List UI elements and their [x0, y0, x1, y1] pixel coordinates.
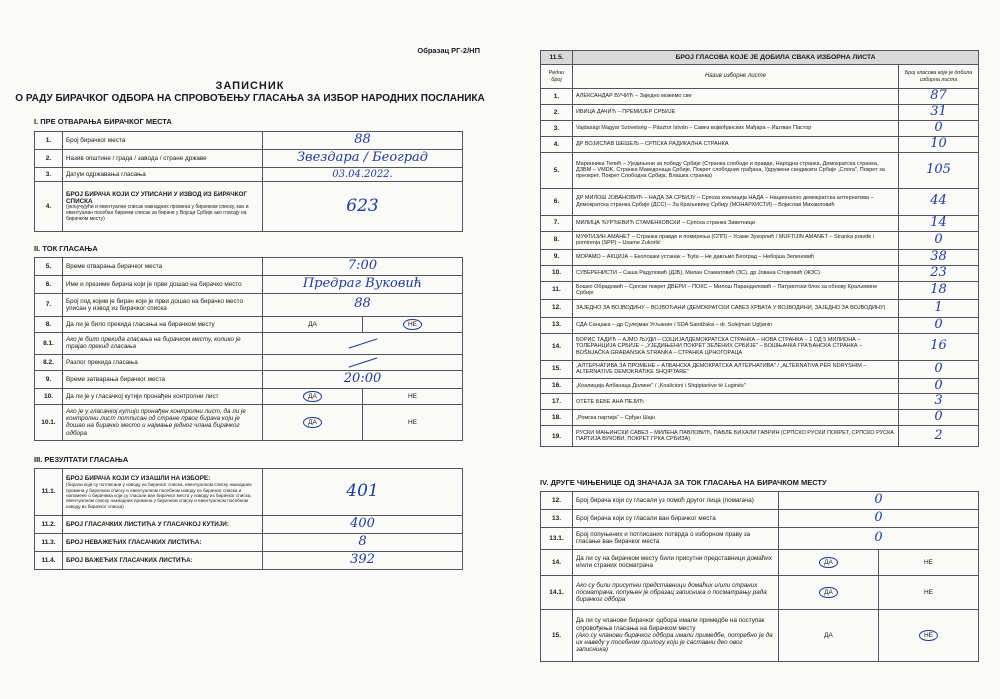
- vote-list-name: МОРАМО – АКЦИЈА – Еколошки устанак – Ђуta – Не дављмо Београд – Небојша Зеленовић: [573, 249, 899, 265]
- votes-title: БРОЈ ГЛАСОВА КОЈЕ ЈЕ ДОБИЛА СВАКА ИЗБОРНА ЛИСТА: [573, 51, 979, 65]
- vote-list-number: 10.: [541, 265, 573, 281]
- vote-list-count: 3: [899, 394, 979, 410]
- vote-list-count: 38: [899, 249, 979, 265]
- vote-list-number: 7.: [541, 215, 573, 231]
- votes-table: [540, 50, 979, 447]
- answer-yes-circled: ДА: [819, 557, 838, 568]
- table-row: 11.3. БРОЈ НЕВАЖЕЋИХ ГЛАСАЧКИХ ЛИСТИЋА: 8: [35, 533, 463, 551]
- closing-time: 20:00: [263, 370, 463, 388]
- vote-list-count: 31: [899, 104, 979, 120]
- vote-list-row: [541, 231, 979, 249]
- answer-yes-circled: ДА: [819, 587, 838, 598]
- vote-list-count: 2: [899, 426, 979, 447]
- vote-list-number: 11.: [541, 281, 573, 299]
- vote-list-number: 3.: [541, 120, 573, 136]
- vote-list-count: 1: [899, 299, 979, 317]
- table-row: 15. Да ли су чланови бирачког одбора имали примедбе на поступак спровођења гласања на бирачком месту (Ако су чланови бирачког одбора имали примедбе, потребно је да их наведу у посебном прилогу који је саставни део овог записника) ДА НЕ: [541, 609, 979, 661]
- vote-list-count: 0: [899, 317, 979, 333]
- table-row: 10. Да ли је у гласачкој кутији пронађен контролни лист ДА НЕ: [35, 388, 463, 404]
- vote-list-number: 5.: [541, 152, 573, 188]
- vote-list-count: 0: [899, 360, 979, 378]
- outside-voters: 0: [779, 509, 979, 527]
- table-row: 12. Број бирача који су гласали уз помоћ другог лица (помагача) 0: [541, 492, 979, 510]
- vote-list-number: 6.: [541, 188, 573, 215]
- vote-list-name: Vajdasági Magyar Szövetség – Pásztor István – Савез војвођанских Мађара – Иштван Пастор: [573, 120, 899, 136]
- table-row: 8. Да ли је било прекида гласања на бирачком месту ДА НЕ: [35, 316, 463, 332]
- vote-list-count: 0: [899, 410, 979, 426]
- table-row: 10.1. Ако је у гласачкој кутији пронађен контролни лист, да ли је контролни лист потписан од стране првог бирача који је дошао на бирачко место и најмање једног члана бирачког одбора ДА НЕ: [35, 404, 463, 440]
- strike-line: [348, 338, 377, 348]
- answer-yes-circled: ДА: [303, 417, 322, 428]
- answer-no-circled: НЕ: [403, 319, 422, 330]
- table-row: 2. Назив општине / града / завода / стране државе Звездара / Београд: [35, 149, 463, 167]
- vote-list-count: 18: [899, 281, 979, 299]
- assisted-voters: 0: [779, 492, 979, 510]
- valid-ballots: 392: [263, 551, 463, 569]
- vote-list-row: [541, 89, 979, 105]
- vote-list-row: [541, 378, 979, 394]
- right-page: [500, 0, 1000, 699]
- table-row: 1. Број бирачког места 88: [35, 132, 463, 150]
- vote-list-row: [541, 281, 979, 299]
- vote-list-name: ИВИЦА ДАЧИЋ – ПРЕМИЈЕР СРБИЈЕ: [573, 104, 899, 120]
- opening-time: 7:00: [263, 258, 463, 276]
- section-4-table: [540, 491, 979, 662]
- vote-list-row: [541, 152, 979, 188]
- vote-list-number: 16.: [541, 378, 573, 394]
- vote-list-row: [541, 410, 979, 426]
- table-row: 5. Време отварања бирачког места 7:00: [35, 258, 463, 276]
- votes-column-headers: Редни број Назив изборне листе Број гласова које је добила изборна листа: [541, 65, 979, 89]
- first-voter-number: 88: [263, 293, 463, 316]
- table-row: 14.1. Ако су били присутни представници домаћих и/или страних посматрача, попуњен је образац записника о посматрању рада бирачког одбора ДА НЕ: [541, 575, 979, 609]
- vote-list-name: АЛЕКСАНДАР ВУЧИЋ – Заједно можемо све: [573, 89, 899, 105]
- vote-list-name: „АЛТЕРНАТИВА ЗА ПРОМЕНЕ – АЛБАНСКА ДЕМОКРАТСКА АЛТЕРНАТИВА" / „ALTERNATIVA PËR NDRYSHIM – ALTERNATIVE DEMOKRATIKE SHQIPTARE": [573, 360, 899, 378]
- section-3-table: [34, 468, 463, 570]
- strike-line: [348, 357, 377, 367]
- table-row: 8.2. Разлог прекида гласања: [35, 354, 463, 370]
- vote-list-name: „Коалиција Албанаца Долине" / „Koalicioni i Shqiptarëve të Luginës": [573, 378, 899, 394]
- table-row: 4. БРОЈ БИРАЧА КОЈИ СУ УПИСАНИ У ИЗВОД ИЗ БИРАЧКОГ СПИСКА (укључујући и евентуални списак накнадних промена у бирачком списку, као и евентуалан посебан бирачки списак за бираче у Војсци Србије ако гласају на бирачком месту) 623: [35, 182, 463, 232]
- outside-confirmations: 0: [779, 527, 979, 549]
- polling-station-number: 88: [263, 132, 463, 150]
- vote-list-row: [541, 426, 979, 447]
- vote-list-row: [541, 136, 979, 152]
- ballots-in-box: 400: [263, 516, 463, 534]
- invalid-ballots: 8: [263, 533, 463, 551]
- vote-list-name: „Ромска партија" – Срђан Шајн: [573, 410, 899, 426]
- vote-list-count: 0: [899, 120, 979, 136]
- vote-list-name: СДА Санџака – др Сулејман Угљанин / SDA Sandžaka – dr. Sulejman Ugljanin: [573, 317, 899, 333]
- vote-list-row: [541, 394, 979, 410]
- section-2-title: II. ТОК ГЛАСАЊА: [34, 244, 98, 253]
- election-date: 03.04.2022.: [263, 167, 463, 182]
- table-row: 14. Да ли су на бирачком месту били присутни представници домаћих и/или страних посматрача ДА НЕ: [541, 549, 979, 575]
- answer-no-circled: НЕ: [919, 630, 938, 641]
- table-row: 13.1. Број попуњених и потписаних потврда о изборном праву за гласање ван бирачког места 0: [541, 527, 979, 549]
- vote-list-row: [541, 188, 979, 215]
- vote-list-number: 18.: [541, 410, 573, 426]
- vote-list-name: СУВЕРЕНИСТИ – Саша Радуловић (ДЈБ), Милан Стаматовић (ЗС), др Јована Стојковић (ЖЗС): [573, 265, 899, 281]
- table-row: 11.4. БРОЈ ВАЖЕЋИХ ГЛАСАЧКИХ ЛИСТИЋА: 392: [35, 551, 463, 569]
- municipality-value: Звездара / Београд: [263, 149, 463, 167]
- vote-list-number: 12.: [541, 299, 573, 317]
- document-title: ЗАПИСНИК: [215, 80, 285, 92]
- vote-list-number: 14.: [541, 333, 573, 360]
- answer-yes-circled: ДА: [303, 391, 322, 402]
- vote-list-name: ОТЕТЕ БЕБЕ АНА ПЕЈИЋ: [573, 394, 899, 410]
- voters-turned-out: 401: [263, 469, 463, 516]
- vote-list-name: ДР МИЛОШ ЈОВАНОВИЋ – НАДА ЗА СРБИЈУ – Српска коалиција НАДА – Национално демократска алтернатива – Демократска странка Србије (ДСС) – За Краљевину Србију (МОНАРХИСТИ) – Војислав Михаиловић: [573, 188, 899, 215]
- vote-list-name: Маринника Тепић – Уједињени за победу Србије (Странка слободе и правде, Народна странка, Демократска странка, ДЗВМ – VMDK, Странка Македонаца Србије, Покрет слободних грађана, Удружени синдикати Србије „Слога", Покрет за преокрет, Покрет Слободна Србија, Влашка странка): [573, 152, 899, 188]
- form-code: Образац РГ-2/НП: [417, 46, 480, 55]
- vote-list-row: [541, 215, 979, 231]
- vote-list-row: [541, 299, 979, 317]
- vote-list-count: 14: [899, 215, 979, 231]
- vote-list-number: 19.: [541, 426, 573, 447]
- vote-list-count: 0: [899, 378, 979, 394]
- section-4-title: IV. ДРУГЕ ЧИЊЕНИЦЕ ОД ЗНАЧАЈА ЗА ТОК ГЛАСАЊА НА БИРАЧКОМ МЕСТУ: [540, 478, 827, 487]
- table-row: 9. Време затварања бирачког места 20:00: [35, 370, 463, 388]
- vote-list-row: [541, 104, 979, 120]
- vote-list-name: ЗАЈЕДНО ЗА ВОЈВОДИНУ – ВОЈВОЂАНИ (ДЕМОКРАТСКИ САВЕЗ ХРВАТА У ВОЈВОДИНИ, ЗАЈЕДНО ЗА ВОЈВОДИНУ): [573, 299, 899, 317]
- vote-list-count: 44: [899, 188, 979, 215]
- table-row: 6. Име и презиме бирача који је први дошао на бирачко место Предраг Вуковић: [35, 275, 463, 293]
- table-row: 11.1. БРОЈ БИРАЧА КОЈИ СУ ИЗАШЛИ НА ИЗБОРЕ: (бирачи који су потписани у изводу из бирачког списка, евентуалном списку накнадних промена у бирачком списку и евентуалном посебном изводу из бирачког списка и напомене о бирачима који су гласали ван бирачког места у изводу из бирачког списка, евентуалном списку накнадних промена у бирачком списку и евентуалном посебном изводу из бирачког списка) 401: [35, 469, 463, 516]
- table-row: 8.1. Ако је било прекида гласања на бирачком месту, колико је трајао прекид гласања: [35, 332, 463, 354]
- registered-voters: 623: [263, 182, 463, 232]
- vote-list-row: [541, 360, 979, 378]
- votes-header-row: 11.5. БРОЈ ГЛАСОВА КОЈЕ ЈЕ ДОБИЛА СВАКА ИЗБОРНА ЛИСТА: [541, 51, 979, 65]
- vote-list-row: [541, 333, 979, 360]
- vote-list-count: 10: [899, 136, 979, 152]
- votes-body: [541, 89, 979, 447]
- table-row: 13. Број бирача који су гласали ван бирачког места 0: [541, 509, 979, 527]
- vote-list-count: 105: [899, 152, 979, 188]
- section-3-title: III. РЕЗУЛТАТИ ГЛАСАЊА: [34, 455, 129, 464]
- vote-list-number: 8.: [541, 231, 573, 249]
- section-1-table: [34, 131, 463, 232]
- vote-list-row: [541, 265, 979, 281]
- vote-list-number: 9.: [541, 249, 573, 265]
- vote-list-name: МУФТИЈИН АМАНЕТ – Странка правде и помирења (СПП) – Усаме Зукорлић / MUFTIJIN AMANET – Stranka pravde i pomirenja (SPP) – Usame Zukorlić: [573, 231, 899, 249]
- vote-list-name: БОРИС ТАДИЋ – АЈМО ЉУДИ – СОЦИЈАЛДЕМОКРАТСКА СТРАНКА – НОВА СТРАНКА – 1 ОД 5 МИЛИОНА – ТОЛЕРАНЦИЈА СРБИЈЕ – „УЈЕДИЊЕНИ ПОКРЕТ ЗЕЛЕНИХ СРБИЈЕ" – БОШЊАЧКА ГРАЂАНСКА СТРАНКА – BOŠNJAČKA GRAĐANSKA STRANKA – СТРАНКА ЦРНОГОРАЦА: [573, 333, 899, 360]
- table-row: 3. Датум одржавања гласања 03.04.2022.: [35, 167, 463, 182]
- vote-list-name: МИЛИЦА ЂУРЂЕВИЋ СТАМЕНКОВСКИ – Српска странка Заветници: [573, 215, 899, 231]
- table-row: 11.2. БРОЈ ГЛАСАЧКИХ ЛИСТИЋА У ГЛАСАЧКОЈ КУТИЈИ: 400: [35, 516, 463, 534]
- vote-list-row: [541, 317, 979, 333]
- first-voter-name: Предраг Вуковић: [263, 275, 463, 293]
- vote-list-count: 16: [899, 333, 979, 360]
- vote-list-count: 87: [899, 89, 979, 105]
- vote-list-number: 4.: [541, 136, 573, 152]
- vote-list-number: 2.: [541, 104, 573, 120]
- section-2-table: [34, 257, 463, 441]
- vote-list-row: [541, 249, 979, 265]
- vote-list-number: 15.: [541, 360, 573, 378]
- document-subtitle: О РАДУ БИРАЧКОГ ОДБОРА НА СПРОВОЂЕЊУ ГЛАСАЊА ЗА ИЗБОР НАРОДНИХ ПОСЛАНИКА: [15, 93, 485, 104]
- vote-list-number: 13.: [541, 317, 573, 333]
- vote-list-row: [541, 120, 979, 136]
- vote-list-number: 1.: [541, 89, 573, 105]
- table-row: 7. Број под којим је бирач који је први дошао на бирачко место уписан у извод из бирачког списка 88: [35, 293, 463, 316]
- vote-list-number: 17.: [541, 394, 573, 410]
- vote-list-count: 23: [899, 265, 979, 281]
- vote-list-name: ДР ВОЈИСЛАВ ШЕШЕЉ – СРПСКА РАДИКАЛНА СТРАНКА: [573, 136, 899, 152]
- vote-list-count: 0: [899, 231, 979, 249]
- section-1-title: I. ПРЕ ОТВАРАЊА БИРАЧКОГ МЕСТА: [34, 117, 172, 126]
- vote-list-name: Бошко Обрадовић – Српски покрет ДВЕРИ – ПОКС – Милош Парандиловић – Патриотски блок за обнову Краљевине Србије: [573, 281, 899, 299]
- vote-list-name: РУСКИ МАЊИНСКИ САВЕЗ – МИЛЕНА ПАВЛОВИЋ, ПАВЛЕ БИХАЛИ ГАВРИН (СРПСКО РУСКИ ПОКРЕТ, СРПСКО РУСКА ПАРТИЈА ВУКОВИ, ПОКРЕТ ГРКА СРБИЗА): [573, 426, 899, 447]
